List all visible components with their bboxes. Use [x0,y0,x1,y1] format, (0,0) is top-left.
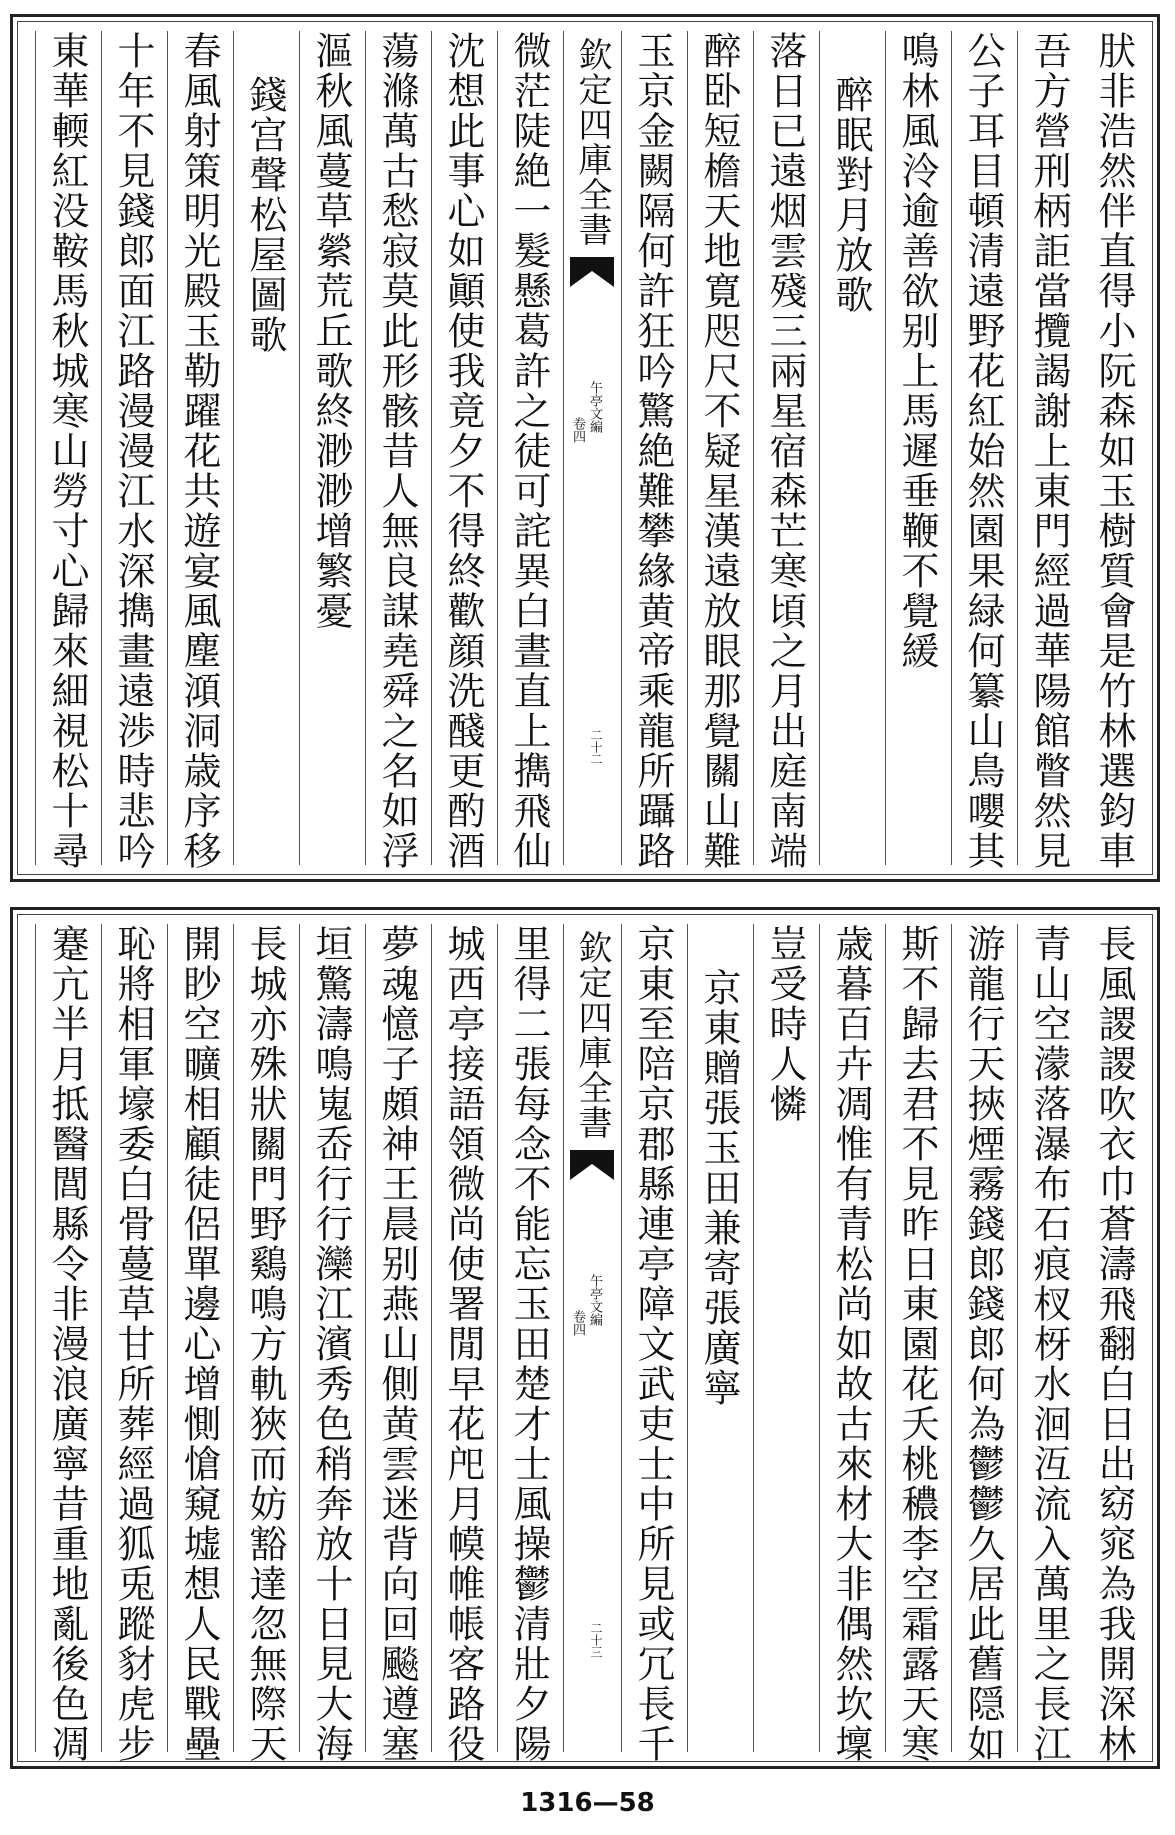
column-text: 恥將相軍壕委白骨蔓草甘所葬經過狐兎蹤豺虎步 [111,924,155,1764]
text-column [1083,31,1145,871]
heading-column [233,31,296,865]
banner-page-number: 二十三 [589,1622,603,1658]
column-text: 歳暮百卉凋惟有青松尚如故古來材大非偶然坎壈 [829,924,873,1764]
column-text: 蕩滌萬古愁寂莫此形骸昔人無良謀堯舜之名如浮 [375,31,419,871]
column-text: 夢魂憶子頗神王晨别燕山側黄雲迷背向回飈遵塞 [375,924,419,1764]
heading-column [687,924,750,1752]
text-column [431,31,494,871]
text-column [299,31,362,865]
column-text: 落日已遠烟雲殘三兩星宿森芒寒頃之月出庭南端 [763,31,807,871]
text-column [1017,924,1080,1764]
column-text: 漚秋風蔓草縈荒丘歌終渺渺增繁憂 [309,31,353,631]
column-text: 開眇空曠相顧徒侶單邊心增惻愴窺墟想人民戰壘 [177,924,221,1764]
column-text: 長城亦殊狀關門野鷄鳴方軌狹而妨豁達忽無際天 [243,924,287,1764]
column-text: 東華輭紅没鞍馬秋城寒山勞寸心歸來細視松十尋 [45,31,89,871]
text-column [365,31,428,871]
banner-title: 欽定四庫全書 [572,37,612,247]
text-column [753,31,816,871]
text-column [299,924,362,1764]
text-column [167,31,230,871]
text-column [687,31,750,871]
text-column [101,924,164,1764]
banner-page-number: 二十二 [589,729,603,765]
poem-title: 錢宫聲松屋圖歌 [243,75,287,355]
text-column [497,31,560,871]
banner-volume: 卷四 [570,417,585,443]
column-text: 吾方營刑柄詎當攬謁謝上東門經過華陽館瞥然見 [1027,31,1071,871]
banner-book-title: 午亭文編 [587,381,602,433]
text-column [819,924,882,1764]
fish-tail-mark-icon [570,257,614,287]
text-column [365,924,428,1764]
footer-page-number: 1316—58 [520,1788,655,1818]
column-text: 京東至陪京郡縣連亭障文武吏士中所見或冗長千 [631,924,675,1764]
column-text: 長風謖謖吹衣巾蒼濤飛翻白日出窈窕為我開深林 [1092,924,1136,1764]
text-column [35,924,98,1764]
text-column [621,924,684,1764]
text-column [35,31,98,871]
banner-book-title: 午亭文編 [587,1274,602,1326]
text-column [1017,31,1080,871]
text-column [167,924,230,1764]
column-text: 垣驚濤鳴嵬岙行行灤江濱秀色稍奔放十日見大海 [309,924,353,1764]
banner-title: 欽定四庫全書 [572,930,612,1140]
text-column [431,924,494,1764]
column-text: 醉卧短檐天地寛咫尺不疑星漢遠放眼那覺關山難 [697,31,741,871]
column-text: 斯不歸去君不見昨日東園花夭桃穠李空霜露天寒 [895,924,939,1764]
top-page [10,14,1160,882]
column-text: 里得二張每念不能忘玉田楚才士風操鬱清壯夕陽 [507,924,551,1764]
column-text: 玉京金闕隔何許狂吟驚絶難攀緣黄帝乘龍所躡路 [631,31,675,871]
column-text: 豈受時人憐 [763,924,807,1124]
column-text: 城西亭接語領微尚使署閒早花戺月幙帷帳客路役 [441,924,485,1764]
heading-column [819,31,882,865]
column-text: 春風射策明光殿玉勒躍花共遊宴風塵澒洞歳序移 [177,31,221,871]
text-column [497,924,560,1764]
text-column [621,31,684,871]
text-column [233,924,296,1764]
column-text: 游龍行天挾煙霧錢郎錢郎何為鬱鬱久居此舊隠如 [961,924,1005,1764]
column-text: 青山空濛落瀑布石痕杈枒水洄沍流入萬里之長江 [1027,924,1071,1764]
column-text: 沈想此事心如顚使我竟夕不得終歡顔洗醆更酌酒 [441,31,485,871]
text-column [753,924,816,1752]
text-column [951,924,1014,1764]
column-text: 公子耳目頓清遠野花紅始然園果緑何纂山鳥嚶其 [961,31,1005,871]
column-text: 鳴林風泠逾善欲别上馬遲垂鞭不覺緩 [895,31,939,671]
column-text: 蹇亢半月抵醫閭縣令非漫浪廣寧昔重地亂後色凋 [45,924,89,1764]
center-banner [563,31,620,865]
poem-title: 京東贈張玉田兼寄張廣寧 [697,968,741,1408]
column-text: 微茫陡絶一髮懸葛許之徒可詫異白晝直上擕飛仙 [507,31,551,871]
banner-volume: 卷四 [570,1310,585,1336]
text-column [951,31,1014,871]
fish-tail-mark-icon [570,1150,614,1180]
column-text: 十年不見錢郎面江路漫漫江水深擕畫遠渉時悲吟 [111,31,155,871]
poem-title: 醉眠對月放歌 [829,75,873,315]
text-column [1083,924,1145,1764]
bottom-page [10,907,1160,1769]
text-column [885,924,948,1764]
column-text: 肰非浩然伴直得小阮森如玉樹質會是竹林選鈞車 [1092,31,1136,871]
center-banner [563,924,620,1752]
text-column [885,31,948,865]
text-column [101,31,164,871]
